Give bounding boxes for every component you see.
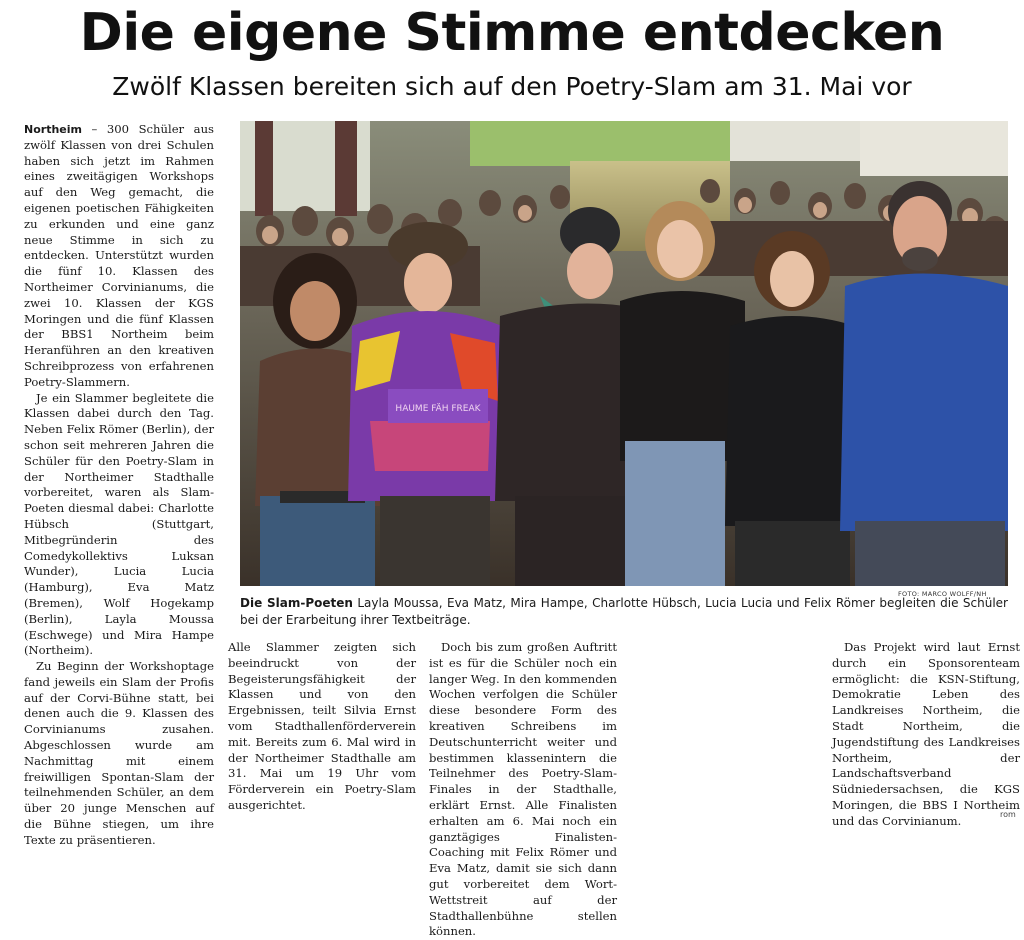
photo-illustration xyxy=(240,121,1008,586)
paragraph-slammers: Je ein Slammer begleitete die Klassen dabei durch den Tag. Neben Felix Römer (Berlin), der schon seit mehreren Jahren die Schüler für den Poetry-Slam in der Northeimer Stadthalle vorbereitet, waren als Slam-Poeten diesmal dabei: Charlotte Hübsch (Stuttgart, Mitbegründerin des Comedykollektivs Luksan Wunder), Lucia Lucia (Hamburg), Eva Matz (Bremen), Wolf Hogekamp (Berlin), Layla Moussa (Eschwege) und Mira Hampe (Northeim). xyxy=(24,390,214,658)
photo-credit: FOTO: MARCO WOLFF/NH xyxy=(898,590,987,598)
paragraph-slammer-feedback: Alle Slammer zeigten sich beeindruckt von der Begeisterungsfähigkeit der Klassen und von den Ergebnissen, teilt Silvia Ernst vom Stadthallenförderverein mit. Bereits zum 6. Mal wird in der Northeimer Stadthalle am 31. Mai um 19 Uhr vom Förderverein ein Poetry-Slam ausgerichtet. xyxy=(228,640,416,812)
paragraph-way-to-stage: Doch bis zum großen Auftritt ist es für die Schüler noch ein langer Weg. In den kommenden Wochen verfolgen die Schüler diese besondere Form des kreativen Schreibens im Deutschunterricht weiter und bestimmen klassenintern die Teilnehmer des Poetry-Slam-Finales in der Stadthalle, erklärt Ernst. Alle Finalisten erhalten am 6. Mai noch ein ganztägiges Finalisten-Coaching mit Felix Römer und Eva Matz, damit sie sich dann gut vorbereitet dem Wort-Wettstreit auf der Stadthallenbühne stellen können. xyxy=(429,640,617,939)
article-column-3 xyxy=(429,640,617,939)
subheadline: Zwölf Klassen bereiten sich auf den Poetry-Slam am 31. Mai vor xyxy=(112,72,912,101)
photo-caption xyxy=(240,595,1008,629)
sweater-lettering: HAUME FÄH FREAK xyxy=(395,404,481,414)
dateline: Northeim xyxy=(24,123,82,136)
headline: Die eigene Stimme entdecken xyxy=(79,3,945,63)
article-column-2 xyxy=(228,640,416,814)
lead-paragraph: – 300 Schüler aus zwölf Klassen von drei Schulen haben sich jetzt im Rahmen eines zweitägigen Workshops auf den Weg gemacht, die eigenen poetischen Fähigkeiten zu erkunden und eine ganz neue Stimme in sich zu entdecken. Unterstützt wurden die fünf 10. Klassen des Northeimer Corvinianums, die zwei 10. Klassen der KGS Moringen und die fünf Klassen der BBS1 Northeim beim Heranführen an den kreativen Schreibprozess von erfahrenen Poetry-Slammern. xyxy=(24,122,214,389)
group-photo xyxy=(240,121,1008,586)
article-column-5 xyxy=(832,640,1020,830)
paragraph-workshop: Zu Beginn der Workshoptage fand jeweils ein Slam der Profis auf der Corvi-Bühne statt, bei denen auch die 9. Klassen des Corvinianums zusahen. Abgeschlossen wurde am Nachmittag mit einem freiwilligen Spontan-Slam der teilnehmenden Schüler, an dem über 20 junge Menschen auf die Bühne stiegen, um ihre Texte zu präsentieren. xyxy=(24,659,214,847)
caption-text: Layla Moussa, Eva Matz, Mira Hampe, Charlotte Hübsch, Lucia Lucia und Felix Römer begleiten die Schüler bei der Erarbeitung ihrer Textbeiträge. xyxy=(240,596,1008,627)
article-column-1 xyxy=(24,122,214,847)
paragraph-sponsors: Das Projekt wird laut Ernst durch ein Sponsorenteam ermöglicht: die KSN-Stiftung, Demokratie Leben des Landkreises Northeim, die Stadt Northeim, die Jugendstiftung des Landkreises Northeim, der Landschaftsverband Südniedersachsen, die KGS Moringen, die BBS I Northeim und das Corvinianum. xyxy=(832,640,1020,828)
caption-label: Die Slam-Poeten xyxy=(240,596,353,610)
author-signature: rom xyxy=(1000,810,1016,819)
